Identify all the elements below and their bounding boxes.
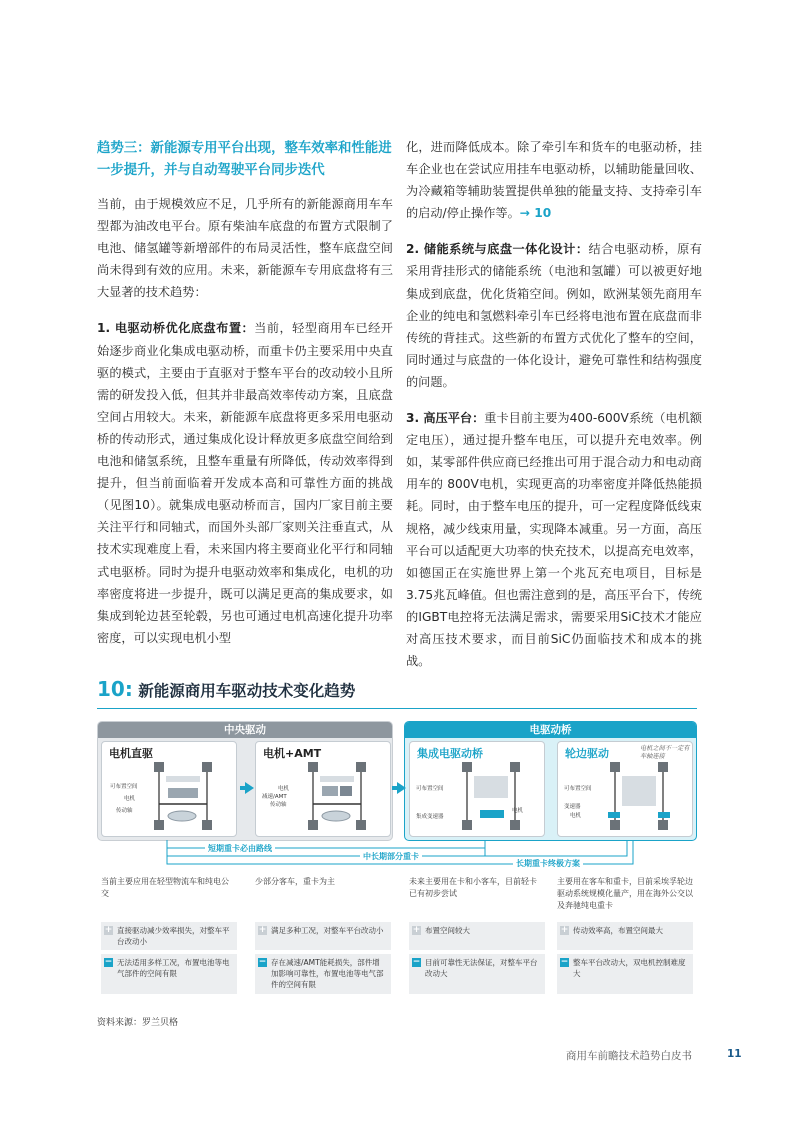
minus-icon: − — [104, 957, 113, 967]
desc-motor-amt: 少部分客车，重卡为主 — [255, 877, 335, 886]
footer-title: 商用车前瞻技术趋势白皮书 — [566, 1050, 692, 1062]
left-column — [97, 138, 393, 663]
label-shaft: 传动轴 — [116, 808, 133, 814]
con-text: 整车平台改动大，双电机控制难度大 — [573, 958, 686, 978]
minus-icon: − — [560, 957, 569, 967]
arrow-right-icon — [245, 782, 254, 794]
chassis-diagram — [558, 760, 692, 836]
label-motor: 电机 — [570, 813, 582, 819]
label-gearbox: 集成变速器 — [416, 814, 444, 820]
group-e-axle-label: 电驱动桥 — [405, 722, 696, 738]
con-box — [557, 954, 693, 994]
section-title: 趋势三：新能源专用平台出现，整车效率和性能进一步提升，并与自动驾驶平台同步迭代 — [97, 141, 392, 178]
trend-3-text: 重卡目前主要为400-600V系统（电机额定电压），通过提升整车电压，可以提升充电效率。例如，某零部件供应商已经推出可用于混合动力和电动商用车的 800V电机，实现更高的功率密度并降低热能损耗。同时，由于整车电压的提升，可一定程度降低线束规格，减少线束用量，实现降本减重。另一方面，高压平台可以适配更大功率的快充技术，以提高充电效率，如德国正在实施世界上第一个兆瓦充电项目，目标是3.75兆瓦峰值。但也需注意到的是，高压平台下，传统的IGBT电控将无法满足需求，需要采用SiC技术才能应对高压技术要求，而目前SiC仍面临技术和成本的挑战。 — [406, 411, 702, 669]
card-title: 集成电驱动桥 — [417, 747, 483, 760]
trend-1-continued — [406, 136, 702, 224]
trend-2-paragraph — [406, 238, 702, 393]
trend-1-text: 当前，轻型商用车已经开始逐步商业化集成电驱动桥，而重卡仍主要采用中央直驱的模式，主要由于直驱对于整车平台的改动较小且所需的研发投入低，但其并非最高效率传动方案，且底盘空间占用较大。未来，新能源车底盘将更多采用电驱动桥的传动形式，通过集成化设计释放更多底盘空间给到电池和储氢系统，且整车重量有所降低，传动效率得到提升，但当前面临着开发成本高和可靠性方面的挑战（见图10）。就集成电驱动桥而言，国内厂家目前主要关注平行和同轴式，而国外头部厂家则关注垂直式，从技术实现难度上看，未来国内将主要商业化平行和同轴式电驱桥。同时为提升电驱动效率和集成化，电机的功率密度将进一步提升，既可以满足更高的集成要求，如集成到轮边甚至轮毂，另也可通过电机高速化提升功率密度，可以实现电机小型 — [97, 321, 393, 645]
pro-box — [255, 922, 391, 950]
figure-title — [97, 677, 355, 701]
label-space: 可布置空间 — [416, 786, 444, 792]
intro-paragraph: 当前，由于规模效应不足，几乎所有的新能源商用车车型都为油改电平台。原有柴油车底盘的布置方式限制了电池、储氢罐等新增部件的布局灵活性，整车底盘空间尚未得到有效的应用。未来，新能源车专用底盘将有三大显著的技术趋势： — [97, 197, 393, 300]
trend-2-heading: 2. 储能系统与底盘一体化设计： — [406, 242, 589, 257]
trend-2-text: 结合电驱动桥，原有采用背挂形式的储能系统（电池和氢罐）可以被更好地集成到底盘，优化货箱空间。例如，欧洲某领先商用车企业的纯电和氢燃料牵引车已经将电池布置在底盘而非传统的背挂式。这些新的布置方式优化了整车的空间，同时通过与底盘的一体化设计，避免可靠性和结构强度的问题。 — [406, 242, 702, 389]
trend-3-paragraph — [406, 407, 702, 672]
con-box — [101, 954, 237, 994]
pro-box — [409, 922, 545, 950]
route-short-term: 短期重卡必由路线 — [205, 843, 275, 854]
label-gearbox: 变速器 — [564, 804, 581, 810]
minus-icon: − — [258, 957, 267, 967]
chassis-diagram — [102, 760, 236, 836]
right-column — [406, 136, 702, 686]
pro-text: 直接驱动减少效率损失，对整车平台改动小 — [117, 926, 230, 946]
card-motor-amt — [255, 741, 391, 837]
con-text: 目前可靠性无法保证，对整车平台改动大 — [425, 958, 538, 978]
route-mid-term: 中长期部分重卡 — [360, 851, 422, 862]
con-text: 存在减速/AMT能耗损失，部件增加影响可靠性，布置电池等电气部件的空间有限 — [271, 958, 384, 989]
figure-colon: : — [124, 677, 133, 701]
desc-integrated-e-axle: 未来主要用在卡和小客车，目前轻卡已有初步尝试 — [409, 877, 537, 898]
pro-box — [557, 922, 693, 950]
route-long-term: 长期重卡终极方案 — [513, 858, 583, 869]
pro-box — [101, 922, 237, 950]
card-direct-drive — [101, 741, 237, 837]
figure-number: 10 — [97, 677, 125, 701]
card-title: 电机+AMT — [263, 747, 322, 760]
plus-icon: + — [560, 925, 569, 935]
label-shaft: 传动轴 — [270, 802, 287, 808]
page-number: 11 — [727, 1048, 742, 1060]
con-box — [409, 954, 545, 994]
con-text: 无法适用多样工况，布置电池等电气部件的空间有限 — [117, 958, 230, 978]
plus-icon: + — [104, 925, 113, 935]
figure-title-text: 新能源商用车驱动技术变化趋势 — [138, 682, 356, 700]
label-space: 可布置空间 — [110, 784, 138, 790]
minus-icon: − — [412, 957, 421, 967]
desc-direct-drive: 当前主要应用在轻型物流车和纯电公交 — [101, 877, 229, 898]
trend-1-paragraph — [97, 317, 393, 648]
label-motor: 电机 — [124, 796, 136, 802]
pro-text: 传动效率高，布置空间最大 — [573, 926, 663, 935]
figure-rule — [97, 708, 697, 709]
chassis-diagram — [410, 760, 544, 836]
plus-icon: + — [412, 925, 421, 935]
label-motor: 电机 — [512, 808, 524, 814]
trend-1-continued-text: 化，进而降低成本。除了牵引车和货车的电驱动桥，挂车企业也在尝试应用挂车电驱动桥，以辅助能量回收、为冷藏箱等辅助装置提供单独的能量支持、支持牵引车的启动/停止操作等。 — [406, 140, 702, 221]
arrow-right-icon — [397, 782, 406, 794]
pro-text: 布置空间较大 — [425, 926, 470, 935]
trend-1-heading: 1. 电驱动桥优化底盘布置： — [97, 321, 255, 336]
con-box — [255, 954, 391, 994]
card-wheel-hub-drive — [557, 741, 693, 837]
label-motor: 电机 — [278, 786, 290, 792]
card-note: 电机之间不一定有车轴连接 — [640, 745, 690, 760]
plus-icon: + — [258, 925, 267, 935]
figure-source: 资料来源：罗兰贝格 — [97, 1018, 179, 1028]
trend-3-heading: 3. 高压平台： — [406, 411, 485, 426]
desc-wheel-hub-drive: 主要用在客车和重卡，目前采埃孚轮边驱动系统规模化量产，用在海外公交以及奔驰纯电重卡 — [557, 877, 693, 910]
label-space: 可布置空间 — [564, 786, 592, 792]
figure-ref-link[interactable]: → 10 — [519, 206, 552, 221]
card-integrated-e-axle — [409, 741, 545, 837]
label-amt: 减速/AMT — [262, 794, 287, 800]
pro-text: 满足多种工况，对整车平台改动小 — [271, 926, 384, 935]
group-central-drive-label: 中央驱动 — [98, 722, 392, 738]
card-title: 电机直驱 — [109, 747, 153, 760]
card-title: 轮边驱动 — [565, 747, 609, 760]
